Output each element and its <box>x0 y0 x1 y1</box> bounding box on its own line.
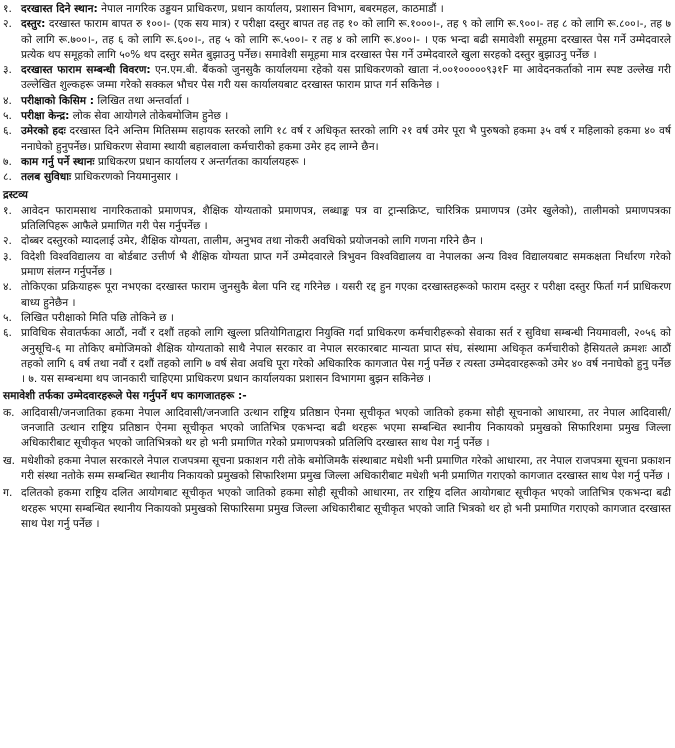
note-item <box>3 250 671 281</box>
item-text: मधेशीको हकमा नेपाल सरकारले नेपाल राजपत्रमा सूचना प्रकाशन गरी तोके बमोजिमकै संस्थाबाट मधेशी भनी प्रमाणित गरेको आधारमा, तर नेपाल राजपत्रमा सूचना प्रकाशन गरी संस्था नतोके सम्म सम्बन्धित स्थानीय निकायको प्रमुखको सिफारिशमा प्रमुख जिल्ला अधिकारीबाट मधेशी भनी प्रमाणित गराएको कागजात दरखास्त साथ पेश गर्नु पर्नेछ । <box>21 454 671 482</box>
note-item <box>3 234 671 249</box>
item-number: ३. <box>3 250 12 263</box>
item-text: तोकिएका प्रक्रियाहरू पूरा नभएका दरखास्त फाराम जुनसुकै बेला पनि रद्द गरिनेछ । यसरी रद्द हुन गएका दरखास्तहरूको फाराम दस्तुर र परीक्षा दस्तुर फिर्ता गर्न प्राधिकरण बाध्य हुनेछैन । <box>21 281 671 309</box>
item-number: क. <box>3 406 15 419</box>
detail-item-salary <box>3 170 671 185</box>
details-list <box>3 2 671 186</box>
item-heading: उमेरको हदः <box>21 125 66 138</box>
item-number: ख. <box>3 454 16 467</box>
item-text: दोब्बर दस्तुरको म्यादलाई उमेर, शैक्षिक योग्यता, तालीम, अनुभव तथा नोकरी अवधिको प्रयोजनको लागि गणना गरिने छैन । <box>21 235 484 248</box>
item-text: प्राधिकरण प्रधान कार्यालय र अन्तर्गतका कार्यालयहरू । <box>94 155 307 168</box>
inclusive-item-janajati <box>3 406 671 452</box>
item-number: ८. <box>3 171 12 184</box>
item-text: प्राविधिक सेवातर्फका आठौं, नवौं र दशौं तहको लागि खुल्ला प्रतियोगिताद्वारा नियुक्ति गर्दा प्राधिकरण कर्मचारीहरूको सेवाका सर्त र सुविधा सम्बन्धी नियमावली, २०५६ को अनुसूचि-६ मा तोकिए बमोजिमको शैक्षिक योग्यताको साथै नेपाल सरकार वा नेपाल सरकारबाट मान्यता प्राप्त संघ, संस्थामा अधिकृत कर्मचारीको हैसियतले क्रमशः आठौं तहको लागि ६ वर्ष तथा नवौं र दशौं तहको लागि ७ वर्ष सेवा अवधि पूरा गरेको अधिकारिक कागजात पेस गर्नु पर्नेछ र त्यस्ता उम्मेदवारहरूको उमेर ४० वर्ष ननाघेको हुनु पर्नेछ । ७. यस सम्बन्धमा थप जानकारी चाहिएमा प्राधिकरण प्रधान कार्यालयका प्रशासन विभागमा बुझन सकिनेछ । <box>21 327 671 386</box>
detail-item-age-limit <box>3 124 671 155</box>
inclusive-item-madhesi <box>3 454 671 485</box>
item-text: दरखास्त फाराम बापत रु १००।- (एक सय मात्र) र परीक्षा दस्तुर बापत तह तह १० को लागि रू.१०००।-, तह ९ को लागि रू.९००।- तह ८ को लागि रू.८००।-, तह ७ को लागि रू.७००।-, तह ६ को लागि रू.६००।-, तह ५ को लागि रू.५००।- र तह ४ को लागि रू.४००।- । एक भन्दा बढी समावेशी समूहमा दरखास्त पेस गर्ने उम्मेदवारले प्रत्येक थप समूहको लागि ५०% थप दस्तुर समेत बुझाउनु पर्नेछ। समावेशी समूहमा मात्र दरखास्त पेस गर्ने उम्मेदवारले खुला सरहको दस्तुर बुझाउनु पर्नेछ । <box>21 18 671 61</box>
note-item <box>3 311 671 326</box>
item-heading: परीक्षा केन्द्र: <box>21 110 70 123</box>
detail-item-fee <box>3 17 671 63</box>
item-heading: दस्तुर: <box>21 18 46 31</box>
note-item <box>3 204 671 235</box>
item-number: ३. <box>3 64 12 77</box>
notes-title: द्रस्टव्य <box>3 188 28 201</box>
detail-item-work-location <box>3 155 671 170</box>
item-text: नेपाल नागरिक उड्डयन प्राधिकरण, प्रधान कार्यालय, प्रशासन विभाग, बबरमहल, काठमाडौं । <box>97 3 444 15</box>
inclusive-docs-title: समावेशी तर्फका उम्मेदवारहरूले पेस गर्नुपर्ने थप कागजातहरू :- <box>3 390 247 403</box>
item-number: १. <box>3 204 12 217</box>
detail-item-application-location <box>3 2 671 17</box>
item-number: ७. <box>3 155 12 168</box>
item-text: आवेदन फारामसाथ नागरिकताको प्रमाणपत्र, शैक्षिक योग्यताको प्रमाणपत्र, लब्धाङ्क पत्र वा ट्रान्सक्रिप्ट, चारित्रिक प्रमाणपत्र (उमेर खुलेको), तालीमको प्रमाणपत्रका प्रतिलिपिहरू आफैले प्रमाणित गरी पेस गर्नुपर्नेछ । <box>21 204 671 233</box>
item-number: ग. <box>3 487 13 500</box>
item-heading: काम गर्नु पर्ने स्थानः <box>21 155 95 168</box>
item-number: ५. <box>3 311 12 324</box>
inclusive-item-dalit <box>3 486 671 532</box>
item-number: ६. <box>3 327 12 340</box>
note-item <box>3 326 671 387</box>
item-text: लोक सेवा आयोगले तोकेबमोजिम हुनेछ । <box>69 110 229 123</box>
item-heading: परीक्षाको किसिम : <box>21 94 95 107</box>
item-heading: तलब सुविधाः <box>21 171 72 184</box>
item-number: ४. <box>3 281 12 294</box>
item-text: विदेशी विश्वविद्यालय वा बोर्डबाट उत्तीर्ण भै शैक्षिक योग्यता प्राप्त गर्ने उम्मेदवारले त्रिभुवन विश्वविद्यालय वा नेपालका अन्य विश्व विद्यालयबाट समकक्षता निर्धारण गरेको प्रमाण संलग्न गर्नुपर्नेछ । <box>21 250 671 279</box>
item-number: २. <box>3 235 12 248</box>
item-heading: दरखास्त दिने स्थान: <box>21 3 98 15</box>
item-number: १. <box>3 3 12 15</box>
item-number: ४. <box>3 94 12 107</box>
detail-item-exam-center <box>3 109 671 124</box>
item-number: ६. <box>3 125 12 138</box>
item-number: ५. <box>3 110 12 123</box>
item-number: २. <box>3 18 12 31</box>
item-text: लिखित तथा अन्तर्वार्ता । <box>94 94 190 107</box>
inclusive-docs-list <box>3 406 671 532</box>
item-heading: दरखास्त फाराम सम्बन्धी विवरण: <box>21 64 151 77</box>
item-text: प्राधिकरणको नियमानुसार । <box>71 171 179 184</box>
notes-list <box>3 204 671 388</box>
note-item <box>3 280 671 311</box>
detail-item-form-details <box>3 63 671 94</box>
item-text: लिखित परीक्षाको मिति पछि तोकिने छ । <box>21 311 174 324</box>
item-text: दलितको हकमा राष्ट्रिय दलित आयोगबाट सूचीकृत भएको जातिको हकमा सोही सूचीको आधारमा, तर राष्ट्रिय दलित आयोगबाट सूचीकृत भएको जातिभित्र एकभन्दा बढी थरहरू भएमा सम्बन्धित स्थानीय निकायको प्रमुखको सिफारिसमा प्रमुख जिल्ला अधिकारीबाट सूचीकृत भएको जाति भित्रको थर हो भनी प्रमाणित गराएको कागजात दरखास्त साथ पेश गर्नु पर्नेछ । <box>21 487 671 530</box>
item-text: एन.एम.बी. बैंकको जुनसुकै कार्यालयमा रहेको यस प्राधिकरणको खाता नं.००१०००००९३१F मा आवेदनकर्ताको नाम स्पष्ट उल्लेख गरी उल्लेखित शुल्कहरू जम्मा गरेको सक्कल भौचर पेस गरी यस कार्यालयबाट दरखास्त फाराम प्राप्त गर्न सकिनेछ । <box>21 64 672 92</box>
item-text: दरखास्त दिने अन्तिम मितिसम्म सहायक स्तरको लागि १८ वर्ष र अधिकृत स्तरको लागि २१ वर्ष उमेर पूरा भै पुरुषको हकमा ३५ वर्ष र महिलाको हकमा ४० वर्ष ननाघेको हुनुपर्नेछ। प्राधिकरण सेवामा स्थायी बहालवाला कर्मचारीको हकमा उमेर हद लाग्ने छैन। <box>21 125 671 153</box>
detail-item-exam-type <box>3 94 671 109</box>
item-text: आदिवासी/जनजातिका हकमा नेपाल आदिवासी/जनजाति उत्थान राष्ट्रिय प्रतिष्ठान ऐनमा सूचीकृत भएको जातिको हकमा सोही सूचनाको आधारमा, तर नेपाल आदिवासी/जनजाति उत्थान राष्ट्रिय प्रतिष्ठान ऐनमा सूचीकृत भएको जातिभित्र एकभन्दा बढी थरहरू भएमा सम्बन्धित स्थानीय निकायको प्रमुखको सिफारिशमा प्रमुख जिल्ला अधिकारीबाट सूचीकृत भएको जातिभित्रको थर हो भनी प्रमाणित गरेको प्रमाणपत्रको प्रतिलिपि दरखास्त साथ पेश गर्नु पर्नेछ । <box>21 406 671 450</box>
